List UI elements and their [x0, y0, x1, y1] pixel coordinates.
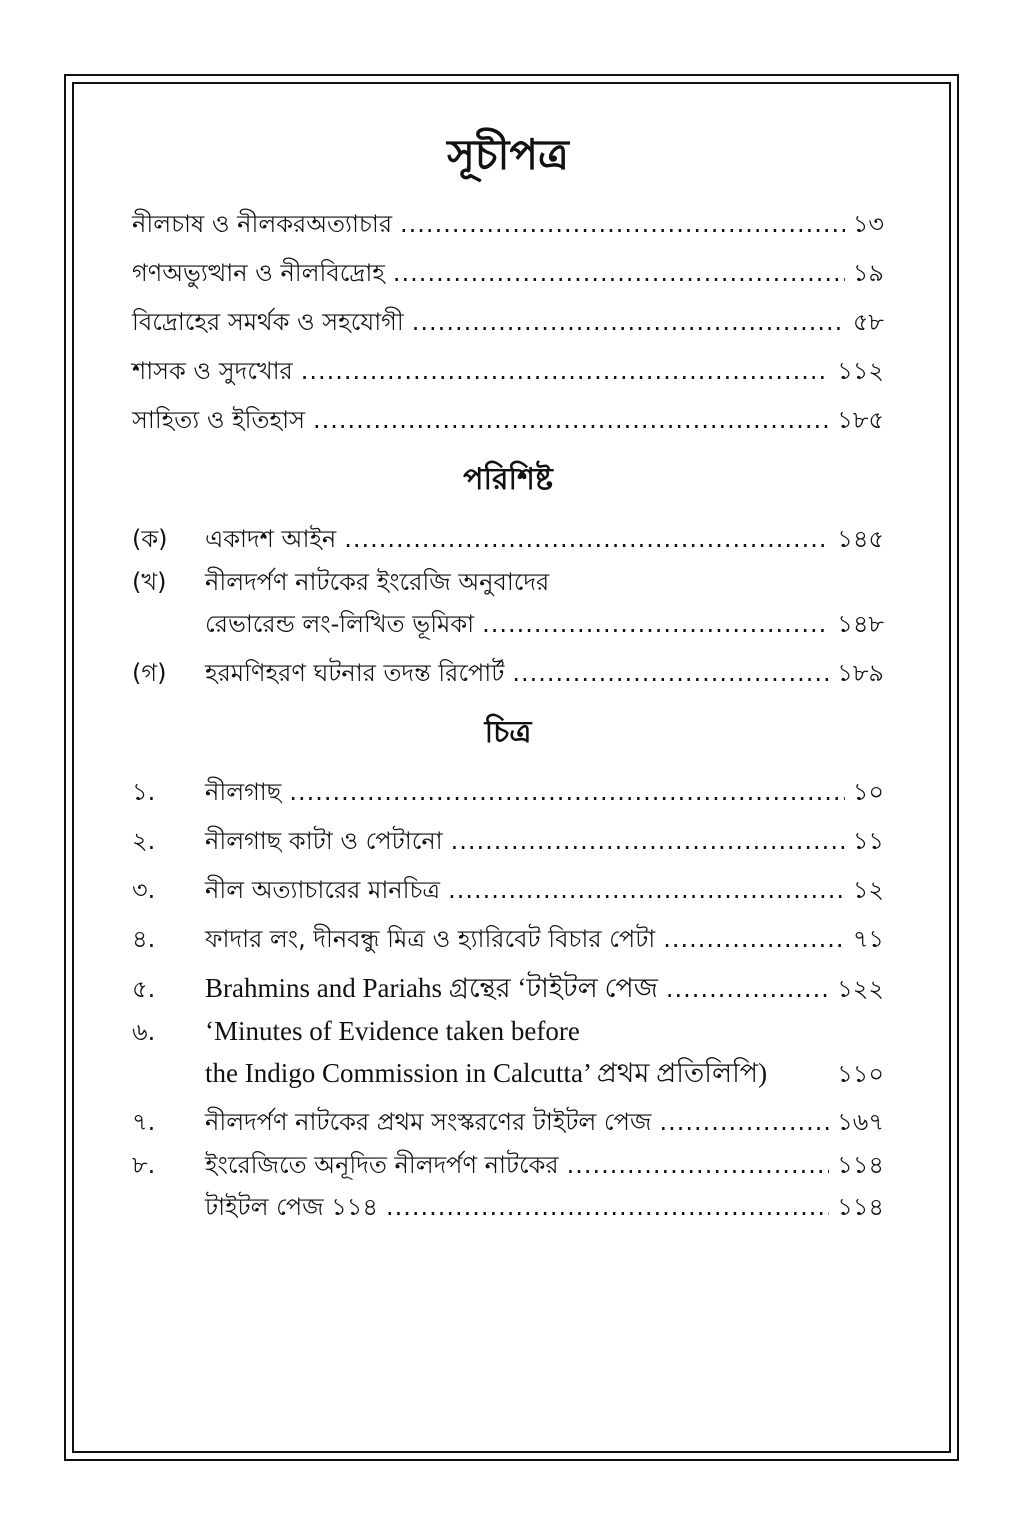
appendix-entries	[132, 515, 884, 698]
leader-dots	[344, 515, 829, 564]
page-number: ১১	[852, 827, 884, 855]
leader-dots	[512, 649, 829, 698]
page-number: ১২	[852, 876, 884, 904]
toc-row	[132, 915, 884, 964]
entry-number: ৪.	[132, 925, 156, 953]
leader-dots	[393, 249, 845, 298]
entry-title: ফাদার লং, দীনবন্ধু মিত্র ও হ্যারিবেট বিচার পেটা	[205, 925, 656, 953]
leader-dots	[400, 200, 845, 249]
leader-dots	[448, 866, 845, 915]
toc-row-continuation	[132, 1049, 884, 1098]
entry-number: (ক)	[132, 525, 168, 553]
leader-dots	[659, 1098, 829, 1147]
leader-dots	[567, 1147, 830, 1183]
leader-dots	[482, 600, 829, 649]
table-of-contents	[132, 110, 884, 1232]
entry-title-continued: the Indigo Commission in Calcutta’ প্রথম প্রতিলিপি)	[205, 1058, 768, 1088]
entry-number: ৭.	[132, 1108, 156, 1136]
page-number: ১৮৫	[837, 406, 884, 434]
page-number: ১৪৮	[837, 610, 884, 638]
entry-title: নীলদর্পণ নাটকের প্রথম সংস্করণের টাইটল পেজ	[205, 1108, 652, 1136]
page-number: ১৩	[852, 210, 884, 238]
page-number: ১১০	[837, 1060, 884, 1088]
entry-number: ৮.	[132, 1151, 156, 1179]
toc-row	[132, 298, 884, 347]
entry-title: ইংরেজিতে অনূদিত নীলদর্পণ নাটকের	[205, 1151, 559, 1179]
entry-number: ৩.	[132, 876, 156, 904]
figures-heading: চিত্র	[484, 715, 532, 750]
toc-row	[132, 1147, 884, 1183]
entry-number: ৫.	[132, 975, 156, 1003]
entry-title: নীল অত্যাচারের মানচিত্র	[205, 876, 441, 904]
page-number: ১৯	[852, 259, 884, 287]
entry-title: সাহিত্য ও ইতিহাস	[132, 406, 305, 434]
entry-title-continued: রেভারেন্ড লং-লিখিত ভূমিকা	[205, 610, 475, 638]
toc-row	[132, 964, 884, 1013]
entry-number: (খ)	[132, 568, 167, 596]
entry-title: শাসক ও সুদখোর	[132, 357, 293, 385]
page-number: ৫৮	[852, 308, 884, 336]
page-number: ১২২	[837, 975, 884, 1003]
page-title: সূচীপত্র	[447, 130, 569, 179]
toc-row-continuation	[132, 1183, 884, 1232]
leader-dots	[289, 768, 845, 817]
entry-title: বিদ্রোহের সমর্থক ও সহযোগী	[132, 308, 404, 336]
page-number: ১১৪	[837, 1193, 884, 1221]
page-number: ১১৪	[837, 1151, 884, 1179]
entry-title: নীলচাষ ও নীলকরঅত্যাচার	[132, 210, 393, 238]
toc-row	[132, 249, 884, 298]
main-entries	[132, 200, 884, 445]
toc-row	[132, 396, 884, 445]
entry-title: একাদশ আইন	[205, 525, 337, 553]
page-number: ১৮৯	[837, 659, 884, 687]
entry-title: গণঅভ্যুত্থান ও নীলবিদ্রোহ	[132, 259, 385, 287]
toc-row	[132, 515, 884, 564]
page-number: ১০	[852, 778, 884, 806]
toc-row	[132, 1013, 884, 1049]
entry-number: (গ)	[132, 659, 167, 687]
entry-title: নীলদর্পণ নাটকের ইংরেজি অনুবাদের	[205, 568, 550, 596]
entry-title: নীলগাছ কাটা ও পেটানো	[205, 827, 443, 855]
entry-title: ‘Minutes of Evidence taken before	[205, 1016, 580, 1046]
entry-title: Brahmins and Pariahs গ্রন্থের ‘টাইটল পেজ	[205, 973, 658, 1003]
page-number: ৭১	[852, 925, 884, 953]
leader-dots	[451, 817, 845, 866]
toc-row	[132, 817, 884, 866]
toc-row	[132, 866, 884, 915]
toc-row	[132, 1098, 884, 1147]
leader-dots	[663, 915, 845, 964]
leader-dots	[386, 1183, 829, 1232]
leader-dots	[313, 396, 829, 445]
toc-row	[132, 768, 884, 817]
toc-row	[132, 649, 884, 698]
entry-number: ১.	[132, 778, 156, 806]
toc-row-continuation	[132, 600, 884, 649]
entry-number: ৬.	[132, 1018, 156, 1046]
toc-row	[132, 200, 884, 249]
page-number: ১৪৫	[837, 525, 884, 553]
leader-dots	[301, 347, 829, 396]
page-number: ১১২	[837, 357, 884, 385]
entry-title: হরমণিহরণ ঘটনার তদন্ত রিপোর্ট	[205, 659, 505, 687]
entry-number: ২.	[132, 827, 156, 855]
leader-dots	[412, 298, 845, 347]
entry-title: নীলগাছ	[205, 778, 282, 806]
toc-row	[132, 347, 884, 396]
figure-entries	[132, 768, 884, 1232]
leader-dots	[666, 965, 829, 1014]
entry-title-continued: টাইটল পেজ ১১৪	[205, 1193, 378, 1221]
page-number: ১৬৭	[837, 1108, 884, 1136]
toc-row	[132, 564, 884, 600]
appendix-heading: পরিশিষ্ট	[463, 462, 553, 497]
